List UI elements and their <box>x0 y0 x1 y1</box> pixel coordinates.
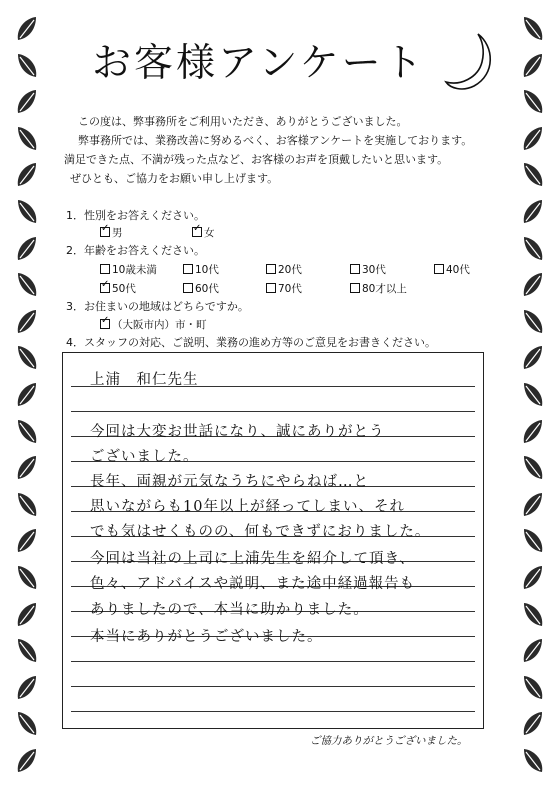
intro-line: この度は、弊事務所をご利用いただき、ありがとうございました。 <box>78 115 408 128</box>
age-option-selected[interactable]: ✓50代 <box>100 281 136 296</box>
right-leaf-border <box>516 14 550 786</box>
handwritten-line: ありましたので、本当に助かりました。 <box>90 602 369 618</box>
checkbox[interactable] <box>266 264 276 274</box>
leaf-ornament-icon <box>520 51 546 81</box>
leaf-ornament-icon <box>520 490 546 520</box>
checkbox-checked[interactable] <box>100 283 110 293</box>
handwritten-line: でも気はせくものの、何もできずにおりました。 <box>90 524 431 540</box>
age-option[interactable]: 10歳未満 <box>100 262 157 277</box>
leaf-ornament-icon <box>14 160 40 190</box>
question-4-label: 4．スタッフの対応、ご説明、業務の進め方等のご意見をお書きください。 <box>66 336 436 349</box>
age-option[interactable]: 60代 <box>183 281 219 296</box>
leaf-ornament-icon <box>520 160 546 190</box>
handwritten-line: 今回は当社の上司に上浦先生を紹介して頂き、 <box>90 551 415 567</box>
leaf-ornament-icon <box>14 380 40 410</box>
leaf-ornament-icon <box>520 600 546 630</box>
handwritten-line: 本当にありがとうございました。 <box>90 629 323 645</box>
leaf-ornament-icon <box>14 453 40 483</box>
page-title: お客様アンケート <box>92 41 426 86</box>
handwritten-line: ございました。 <box>90 449 199 465</box>
gender-male-option[interactable]: ✓男 <box>100 225 123 240</box>
leaf-ornament-icon <box>14 234 40 264</box>
checkbox[interactable] <box>434 264 444 274</box>
leaf-ornament-icon <box>14 307 40 337</box>
checkbox-checked[interactable] <box>100 227 110 237</box>
intro-line: 満足できた点、不満が残った点など、お客様のお声を頂戴したいと思います。 <box>64 153 449 166</box>
leaf-ornament-icon <box>14 526 40 556</box>
leaf-ornament-icon <box>14 563 40 593</box>
handwritten-line: 上浦 和仁先生 <box>90 372 199 388</box>
handwritten-line: 色々、アドバイスや説明、また途中経過報告も <box>90 576 416 592</box>
intro-line: 弊事務所では、業務改善に努めるべく、お客様アンケートを実施しております。 <box>78 134 473 147</box>
intro-text <box>64 112 504 188</box>
leaf-ornament-icon <box>14 197 40 227</box>
checkbox[interactable] <box>183 283 193 293</box>
leaf-ornament-icon <box>520 307 546 337</box>
leaf-ornament-icon <box>520 197 546 227</box>
leaf-ornament-icon <box>520 270 546 300</box>
handwritten-line: 今回は大変お世話になり、誠にありがとう <box>90 424 385 440</box>
checkbox[interactable] <box>350 283 360 293</box>
leaf-ornament-icon <box>520 124 546 154</box>
leaf-ornament-icon <box>520 234 546 264</box>
checkbox[interactable] <box>100 264 110 274</box>
leaf-ornament-icon <box>520 380 546 410</box>
leaf-ornament-icon <box>14 673 40 703</box>
leaf-ornament-icon <box>14 709 40 739</box>
leaf-ornament-icon <box>520 526 546 556</box>
checkbox[interactable] <box>266 283 276 293</box>
ruled-line <box>71 711 475 712</box>
leaf-ornament-icon <box>520 563 546 593</box>
age-option[interactable]: 30代 <box>350 262 386 277</box>
age-option[interactable]: 10代 <box>183 262 219 277</box>
age-option[interactable]: 80才以上 <box>350 281 407 296</box>
age-option[interactable]: 40代 <box>434 262 470 277</box>
leaf-ornament-icon <box>520 417 546 447</box>
leaf-ornament-icon <box>14 270 40 300</box>
gender-female-option[interactable]: ✓ 女 <box>192 225 215 240</box>
leaf-ornament-icon <box>520 87 546 117</box>
leaf-ornament-icon <box>14 636 40 666</box>
handwritten-line: 長年、両親が元気なうちにやらねば…と <box>90 474 369 490</box>
leaf-ornament-icon <box>520 636 546 666</box>
footer-thanks: ご協力ありがとうございました。 <box>310 735 468 747</box>
leaf-ornament-icon <box>520 709 546 739</box>
leaf-ornament-icon <box>14 14 40 44</box>
checkbox[interactable] <box>183 264 193 274</box>
leaf-ornament-icon <box>14 124 40 154</box>
intro-line: ぜひとも、ご協力をお願い申し上げます。 <box>70 172 279 185</box>
region-answer[interactable]: ✓（大阪市内）市・町 <box>100 317 207 332</box>
crescent-moon-icon <box>444 30 502 92</box>
handwritten-line: 思いながらも10年以上が経ってしまい、それ <box>90 499 405 515</box>
checkbox[interactable] <box>350 264 360 274</box>
checkbox-checked[interactable] <box>192 227 202 237</box>
checkbox-checked[interactable] <box>100 319 110 329</box>
age-option[interactable]: 20代 <box>266 262 302 277</box>
leaf-ornament-icon <box>14 87 40 117</box>
leaf-ornament-icon <box>14 746 40 776</box>
age-option[interactable]: 70代 <box>266 281 302 296</box>
leaf-ornament-icon <box>14 51 40 81</box>
leaf-ornament-icon <box>520 343 546 373</box>
left-leaf-border <box>10 14 44 786</box>
leaf-ornament-icon <box>520 14 546 44</box>
leaf-ornament-icon <box>520 746 546 776</box>
leaf-ornament-icon <box>14 490 40 520</box>
question-2-label: 2．年齢をお答えください。 <box>66 244 205 257</box>
leaf-ornament-icon <box>14 343 40 373</box>
ruled-line <box>71 411 475 412</box>
question-3-label: 3．お住まいの地域はどちらですか。 <box>66 300 249 313</box>
ruled-line <box>71 661 475 662</box>
leaf-ornament-icon <box>14 417 40 447</box>
leaf-ornament-icon <box>520 453 546 483</box>
question-1-label: 1．性別をお答えください。 <box>66 209 205 222</box>
leaf-ornament-icon <box>520 673 546 703</box>
ruled-line <box>71 686 475 687</box>
leaf-ornament-icon <box>14 600 40 630</box>
